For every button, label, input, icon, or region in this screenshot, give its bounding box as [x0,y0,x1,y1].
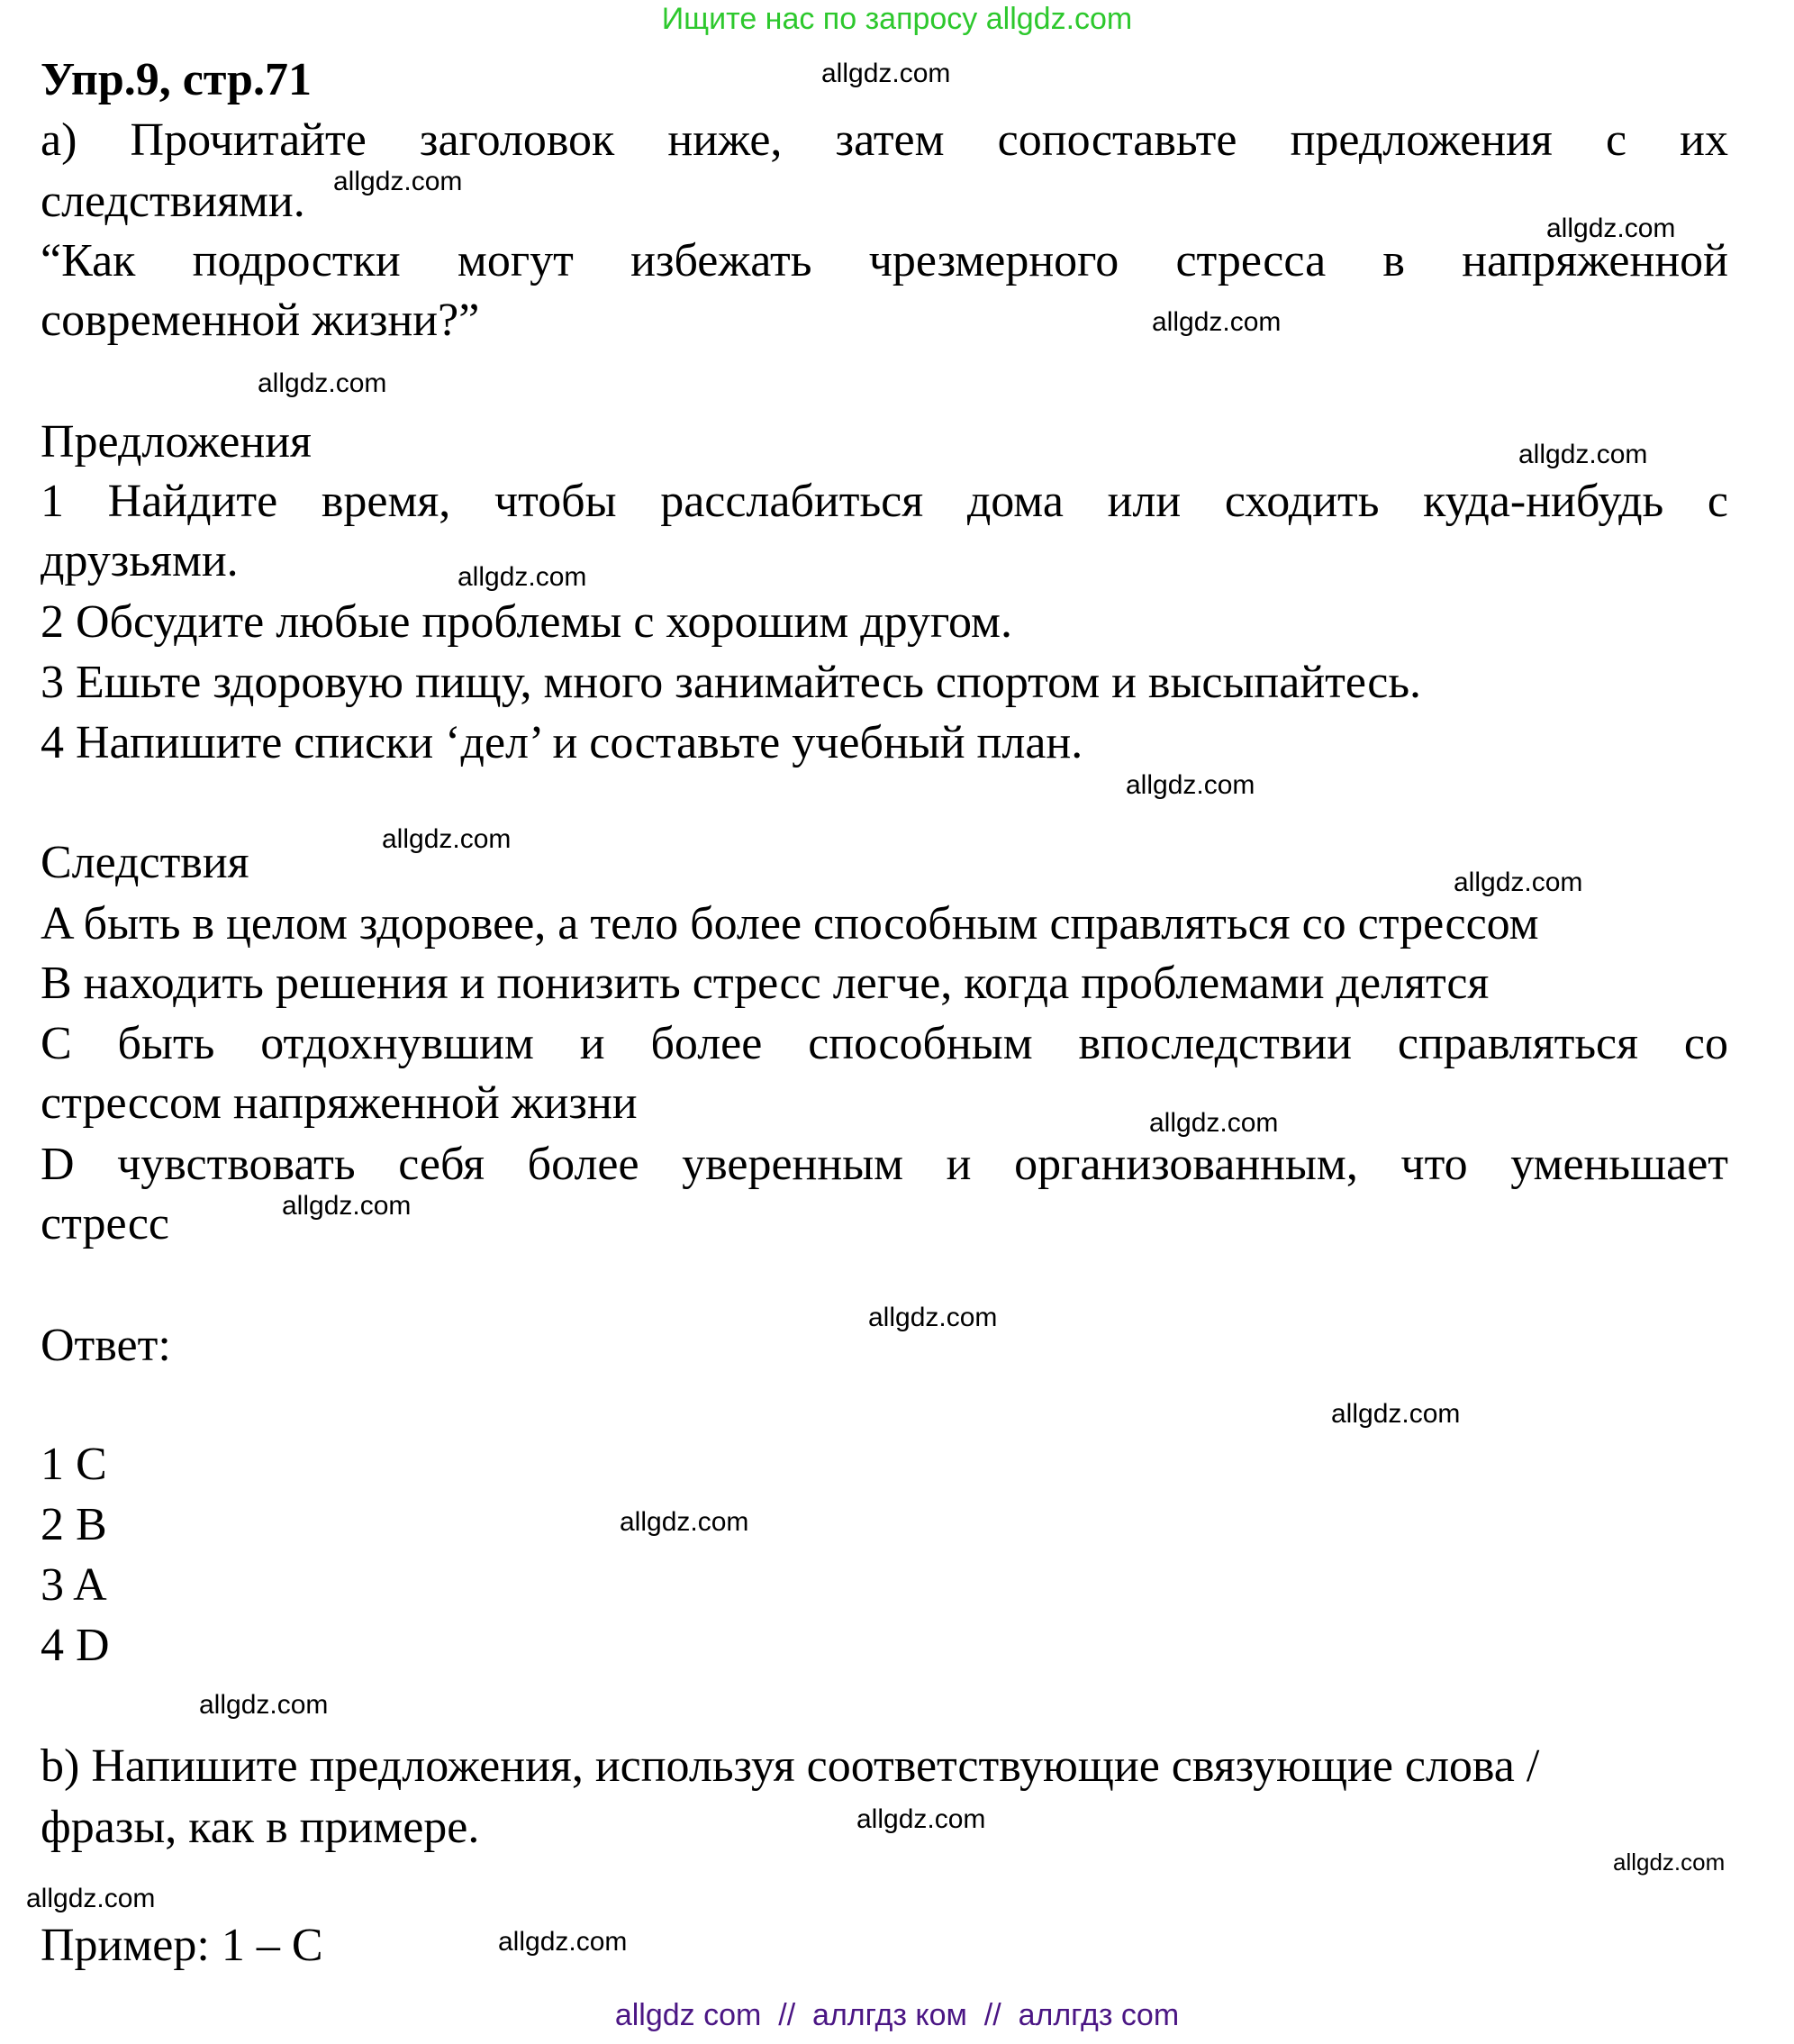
proposal-item: 2 Обсудите любые проблемы с хорошим другом. [41,596,1012,648]
consequences-heading: Следствия [41,837,249,888]
answer-item: 2 B [41,1499,107,1550]
watermark: allgdz.com [868,1303,998,1332]
consequence-item: D чувствовать себя более уверенным и организованным, что уменьшает [41,1139,1728,1190]
consequence-item: стресс [41,1198,169,1249]
example: Пример: 1 – C [41,1920,323,1971]
watermark: allgdz.com [1518,440,1648,469]
watermark: allgdz.com [26,1884,156,1913]
watermark: allgdz.com [282,1191,412,1221]
consequence-item: B находить решения и понизить стресс легче, когда проблемами делятся [41,958,1490,1009]
watermark: allgdz.com [498,1927,628,1957]
exercise-title: Упр.9, стр.71 [41,54,312,105]
watermark: allgdz.com [1149,1108,1279,1138]
answer-item: 4 D [41,1620,110,1671]
proposal-item: 4 Напишите списки ‘дел’ и составьте учебный план. [41,717,1083,768]
answer-item: 1 C [41,1439,107,1490]
watermark: allgdz.com [258,368,387,398]
task-a-line: следствиями. [41,176,305,227]
proposal-item: 1 Найдите время, чтобы расслабиться дома или сходить куда-нибудь с [41,476,1728,527]
proposals-heading: Предложения [41,416,312,468]
watermark: allgdz.com [1454,868,1583,897]
proposal-item: друзьями. [41,535,239,586]
quote-line: современной жизни?” [41,295,480,346]
watermark: allgdz.com [333,167,463,196]
watermark: allgdz.com [1152,307,1282,337]
proposal-item: 3 Ешьте здоровую пищу, много занимайтесь спортом и высыпайтесь. [41,657,1422,708]
watermark: allgdz.com [382,824,512,854]
watermark: allgdz.com [821,59,951,88]
task-b-line: b) Напишите предложения, используя соответствующие связующие слова / [41,1740,1540,1792]
footer-watermark: allgdz com // аллгдз ком // аллгдз com [614,1998,1180,2032]
task-b-line: фразы, как в примере. [41,1802,480,1853]
watermark: allgdz.com [1126,770,1255,800]
answer-item: 3 A [41,1559,107,1611]
quote-line: “Как подростки могут избежать чрезмерного стресса в напряженной [41,235,1728,286]
watermark: allgdz.com [458,562,587,592]
consequence-item: стрессом напряженной жизни [41,1077,638,1129]
watermark: allgdz.com [199,1690,329,1720]
search-banner: Ищите нас по запросу allgdz.com [661,2,1133,36]
task-a-line: а) Прочитайте заголовок ниже, затем сопоставьте предложения с их [41,114,1728,166]
watermark: allgdz.com [856,1804,986,1834]
watermark: allgdz.com [1546,213,1676,243]
watermark: allgdz.com [1613,1849,1726,1876]
consequence-item: C быть отдохнувшим и более способным впоследствии справляться со [41,1018,1728,1069]
watermark: allgdz.com [1331,1399,1461,1429]
answer-heading: Ответ: [41,1320,171,1371]
consequence-item: A быть в целом здоровее, а тело более способным справляться со стрессом [41,898,1539,949]
watermark: allgdz.com [620,1507,749,1537]
